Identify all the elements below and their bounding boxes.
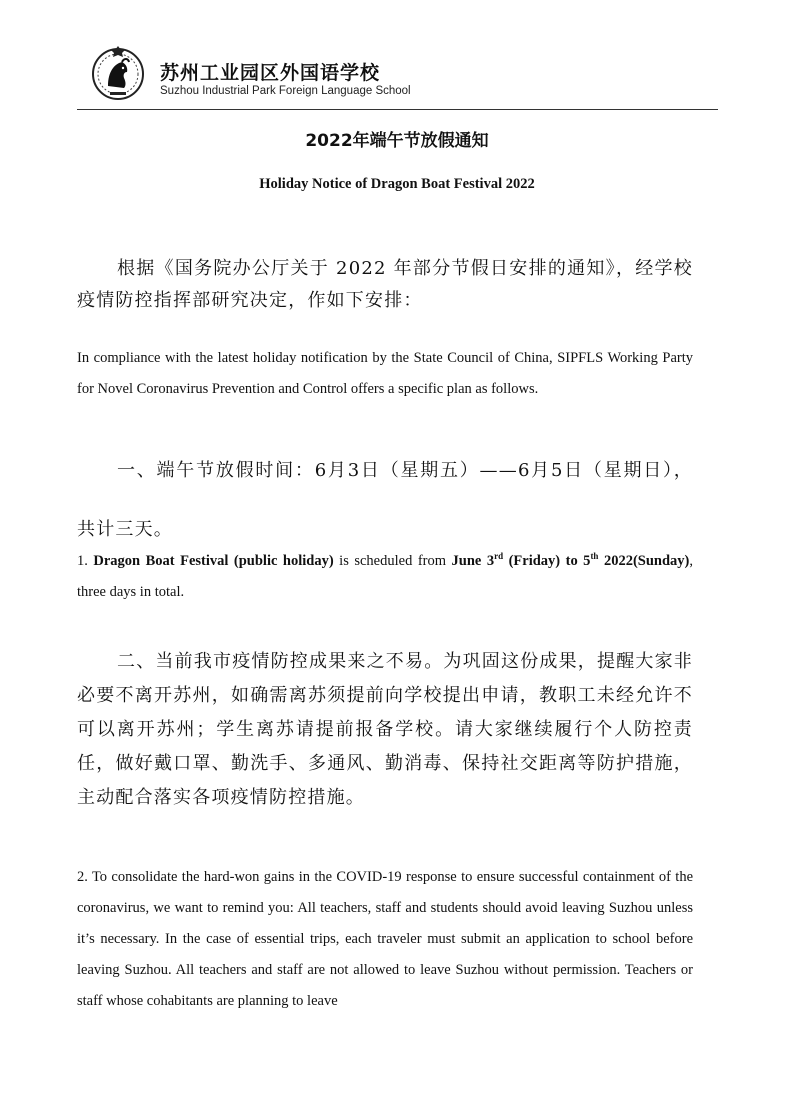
notice-title-en: Holiday Notice of Dragon Boat Festival 2022 — [259, 176, 535, 192]
item1-paragraph-cn: 一、端午节放假时间：6月3日（星期五）——6月5日（星期日），共计三天。 — [77, 460, 693, 540]
item1-text-mid: is scheduled from — [333, 553, 452, 569]
school-name-cn: 苏州工业园区外国语学校 — [160, 62, 381, 84]
notice-title-cn: 2022年端午节放假通知 — [305, 131, 489, 151]
item1-text-end: , three days in total. — [77, 553, 693, 600]
item1-holiday-name: Dragon Boat Festival (public holiday) — [93, 553, 334, 569]
intro-paragraph-cn: 根据《国务院办公厅关于 2022 年部分节假日安排的通知》，经学校疫情防控指挥部研究决定，作如下安排： — [77, 258, 693, 311]
school-crest-icon — [88, 42, 148, 102]
item2-paragraph-en: 2. To consolidate the hard-won gains in the COVID-19 response to ensure successful containment of the coronavirus, we want to remind you: All teachers, staff and students should avoid leaving Suzhou unless it’s necessary. In the case of essential trips, each traveler must submit an application to school before leaving Suzhou. All teachers and staff are not allowed to leave Suzhou without permission. Teachers or staff whose cohabitants are planning to leave — [77, 869, 693, 1009]
item2-paragraph-cn: 二、当前我市疫情防控成果来之不易。为巩固这份成果，提醒大家非必要不离开苏州，如确需离苏须提前向学校提出申请，教职工未经允许不可以离开苏州；学生离苏请提前报备学校。请大家继续履行个人防控责任，做好戴口罩、勤洗手、多通风、勤消毒、保持社交距离等防护措施，主动配合落实各项疫情防控措施。 — [77, 651, 693, 808]
item1-number: 1. — [77, 553, 94, 569]
header-divider — [77, 109, 718, 110]
item1-date-start: June 3rd (Friday) to 5th 2022(Sunday) — [451, 551, 690, 569]
intro-paragraph-en: In compliance with the latest holiday notification by the State Council of China, SIPFLS Working Party for Novel Coronavirus Prevention and Control offers a specific plan as follows. — [77, 350, 693, 397]
letterhead — [88, 42, 728, 108]
school-name-en: Suzhou Industrial Park Foreign Language School — [160, 85, 411, 97]
item1-paragraph-en — [77, 546, 693, 608]
